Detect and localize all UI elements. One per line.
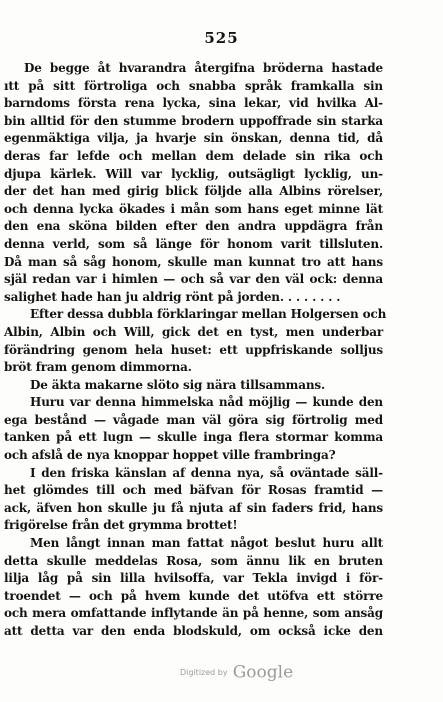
text-line: De äkta makarne slöto sig nära tillsammans. (30, 377, 326, 392)
text-line: bröt fram genom dimmorna. (4, 360, 192, 375)
text-line: bin alltid för den stumme brodern uppoffrade sin starka (4, 113, 383, 128)
text-line: tanken på ett lugn — skulle inga flera stormar komma (4, 430, 383, 445)
page-body-text (0, 60, 443, 641)
text-line: Men långt innan man fattat något beslut huru allt (30, 536, 383, 551)
text-line: Då man så såg honom, skulle man kunnat tro att hans (4, 254, 383, 269)
text-line: De begge åt hvarandra återgifna bröderna hastade (24, 61, 383, 75)
text-line: Efter dessa dubbla förklaringar mellan Holgersen och (30, 307, 387, 322)
text-line: ega bestånd — vågade man väl göra sig förtrolig med (4, 412, 383, 427)
text-line: ack, äfven hon skulle ju få njuta af sin faders frid, hans (4, 500, 383, 515)
text-line: förändring genom hela huset: ett uppfriskande solljus (4, 342, 383, 357)
text-line: troendet — och på hvem kunde det utöfva ett större (4, 588, 383, 603)
text-line: Albin, Albin och Will, gick det en tyst, men underbar (4, 324, 383, 339)
text-line: och afslå de nya knoppar hoppet ville frambringa? (4, 448, 336, 463)
page-number: 525 (204, 29, 239, 47)
text-line: deras far lefde och mellan dem delade sin rika och (4, 148, 383, 163)
text-line: egenmäktiga vilja, ja hvarje sin önskan, denna tid, då (4, 131, 383, 146)
text-line: het glömdes till och med bäfvan för Rosas framtid — (4, 483, 383, 498)
text-line: Huru var denna himmelska nåd möjlig — kunde den (30, 395, 383, 410)
text-line: själ redan var i himlen — och så var den väl ock: denna (4, 272, 383, 287)
text-line: och mera omfattande inflytande än på henne, som ansåg (4, 606, 383, 621)
text-line: ıtt på sitt förtroliga och snabba språk framkalla sin (4, 78, 383, 93)
text-line: att detta var den enda blodskuld, om också icke den (4, 624, 383, 638)
text-line: och denna lycka ökades i mån som hans eget minne lät (4, 201, 383, 216)
text-line: den ena sköna bilden efter den andra uppdägra från (4, 219, 383, 234)
watermark-prefix: Digitized by (180, 668, 228, 677)
text-line: frigörelse från det grymma brottet! (4, 518, 238, 533)
google-logo: Google (232, 662, 294, 683)
text-line: der det han med girig blick följde alla Albins rörelser, (4, 184, 383, 199)
text-line: salighet hade han ju aldrig rönt på jorden. . . . . . . . (4, 289, 341, 304)
text-line: lilja låg på sin lilla hvilsoffa, var Tekla invigd i för- (4, 571, 383, 586)
text-line: denna verld, som så länge för honom varit tillsluten. (4, 236, 383, 251)
digitized-by-google-watermark (180, 662, 293, 683)
text-line: djupa kärlek. Will var lycklig, outsägligt lycklig, un- (4, 166, 383, 181)
text-line: detta skulle meddelas Rosa, som ännu lik en bruten (4, 553, 383, 568)
text-line: I den friska känslan af denna nya, så oväntade säll- (30, 465, 383, 480)
text-line: barndoms första rena lycka, sina lekar, vid hvilka Al- (4, 96, 383, 111)
